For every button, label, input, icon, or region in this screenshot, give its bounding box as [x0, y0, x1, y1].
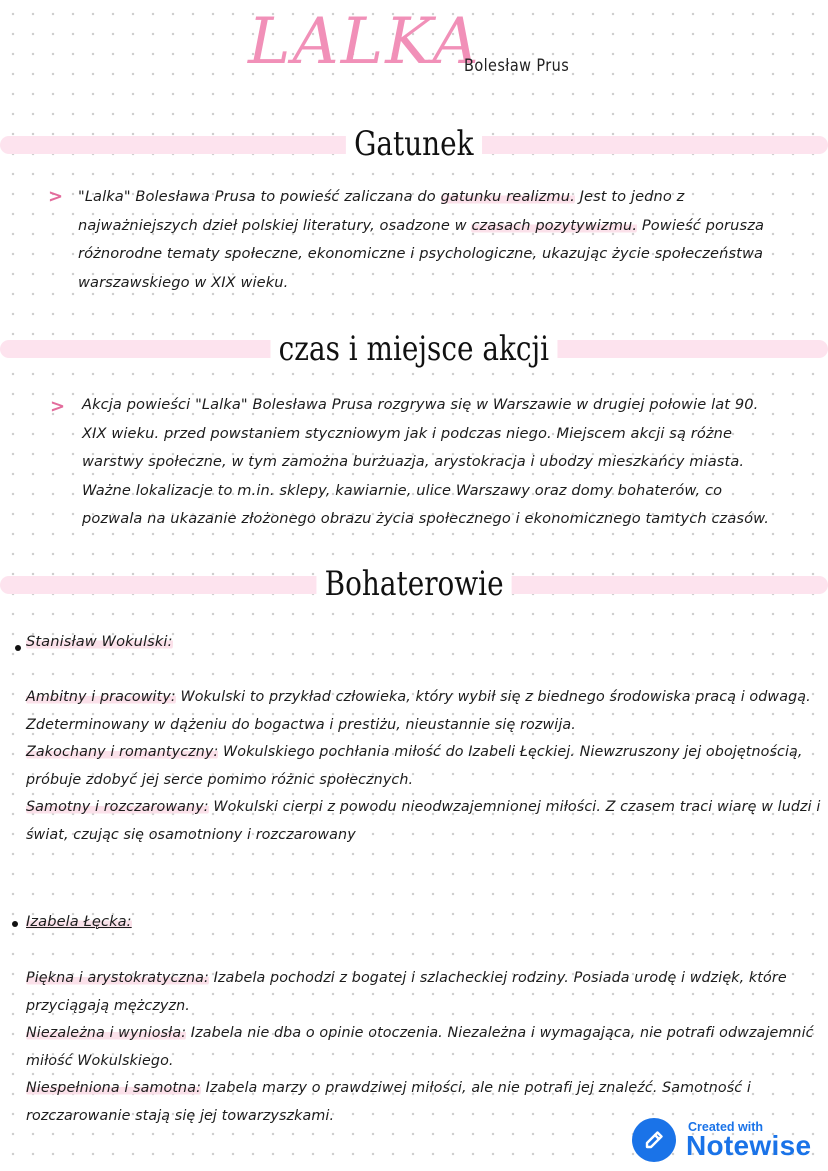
notewise-logo — [632, 1118, 676, 1162]
trait-label: Ambitny i pracowity: — [26, 689, 176, 705]
page-title: LALKA — [248, 5, 481, 79]
czas-paragraph — [82, 391, 769, 534]
gatunek-line-4: warszawskiego w XIX wieku. — [78, 273, 289, 291]
character-name-izabela — [26, 908, 132, 937]
wokulski-traits — [26, 684, 820, 849]
text-span: Jest to jedno z — [574, 188, 685, 205]
trait-label: Piękna i arystokratyczna: — [26, 970, 209, 986]
trait-text: Wokulskiego pochłania miłość do Izabeli Łęckiej. Niewzruszony jej obojętnością, — [218, 744, 803, 760]
watermark-brand: Notewise — [686, 1130, 812, 1161]
trait-line: rozczarowanie stają się jej towarzyszkami. — [26, 1107, 335, 1124]
text-span: najważniejszych dzieł polskiej literatury, osadzone w — [78, 216, 472, 234]
character-name-text: Stanisław Wokulski: — [26, 633, 173, 650]
gatunek-line-2 — [78, 212, 764, 241]
czas-line-2: XIX wieku. przed powstaniem styczniowym jak i podczas niego. Miejscem akcji są różne — [82, 424, 733, 442]
gatunek-line-1 — [78, 183, 764, 212]
trait-label: Niespełniona i samotna: — [26, 1080, 201, 1096]
pencil-icon — [642, 1128, 666, 1152]
section-heading-bohaterowie: Bohaterowie — [316, 562, 511, 606]
heading-wrap-czas — [0, 327, 828, 371]
trait-line: miłość Wokulskiego. — [26, 1052, 174, 1069]
gatunek-line-3: różnorodne tematy społeczne, ekonomiczne i psychologiczne, ukazując życie społeczeństwa — [78, 245, 764, 262]
czas-line-1: Akcja powieści "Lalka" Bolesława Prusa rozgrywa się w Warszawie w drugiej połowie lat 90. — [82, 396, 759, 413]
trait-line — [26, 739, 820, 767]
watermark-created-with: Created with — [688, 1120, 764, 1134]
text-span: Powieść porusza — [637, 216, 764, 234]
text-span: "Lalka" Bolesława Prusa to powieść zaliczana do — [78, 188, 441, 205]
heading-wrap-bohaterowie — [0, 562, 828, 606]
trait-text: Wokulski cierpi z powodu nieodwzajemnionej miłości. Z czasem traci wiarę w ludzi i — [208, 799, 821, 815]
trait-line — [26, 794, 820, 822]
arrow-right-icon: > — [50, 396, 66, 417]
trait-text: Izabela pochodzi z bogatej i szlacheckiej rodziny. Posiada urodę i wdzięk, które — [208, 970, 787, 986]
trait-line — [26, 684, 820, 712]
arrow-right-icon: > — [48, 186, 64, 207]
gatunek-paragraph — [78, 183, 764, 297]
trait-line: próbuje zdobyć jej serce pomimo różnic społecznych. — [26, 771, 414, 788]
trait-line — [26, 1075, 814, 1103]
author-name: Bolesław Prus — [464, 56, 570, 76]
bullet-dot-icon — [15, 645, 21, 651]
bullet-dot-icon — [12, 921, 18, 927]
trait-line — [26, 965, 814, 993]
trait-line — [26, 1020, 814, 1048]
trait-text: Izabela marzy o prawdziwej miłości, ale nie potrafi jej znaleźć. Samotność i — [200, 1080, 751, 1096]
trait-line: przyciągają mężczyzn. — [26, 997, 190, 1014]
trait-line: Zdeterminowany w dążeniu do bogactwa i prestiżu, nieustannie się rozwija. — [26, 716, 576, 733]
czas-line-4: Ważne lokalizacje to m.in. sklepy, kawiarnie, ulice Warszawy oraz domy bohaterów, co — [82, 481, 723, 499]
highlight-pozytywizm: czasach pozytywizmu. — [471, 216, 638, 234]
trait-label: Samotny i rozczarowany: — [26, 799, 209, 815]
trait-text: Izabela nie dba o opinie otoczenia. Niezależna i wymagająca, nie potrafi odwzajemnić — [186, 1025, 814, 1041]
trait-label: Zakochany i romantyczny: — [26, 744, 219, 760]
trait-text: Wokulski to przykład człowieka, który wybił się z biednego środowiska pracą i odwagą. — [175, 689, 811, 705]
czas-line-3: warstwy społeczne, w tym zamożna burżuazja, arystokracja i ubodzy mieszkańcy miasta. — [82, 453, 745, 470]
section-heading-czas: czas i miejsce akcji — [271, 327, 558, 371]
character-name-wokulski — [26, 628, 173, 657]
character-name-text: Izabela Łęcka: — [26, 913, 132, 930]
highlight-gatunek-realizmu: gatunku realizmu. — [440, 188, 575, 205]
section-heading-gatunek: Gatunek — [346, 122, 482, 166]
trait-label: Niezależna i wyniosła: — [26, 1025, 187, 1041]
izabela-traits — [26, 965, 814, 1130]
heading-wrap-gatunek — [0, 122, 828, 166]
czas-line-5: pozwala na ukazanie złożonego obrazu życia społecznego i ekonomicznego tamtych czasów. — [82, 510, 769, 527]
trait-line: świat, czując się osamotniony i rozczarowany — [26, 826, 356, 843]
